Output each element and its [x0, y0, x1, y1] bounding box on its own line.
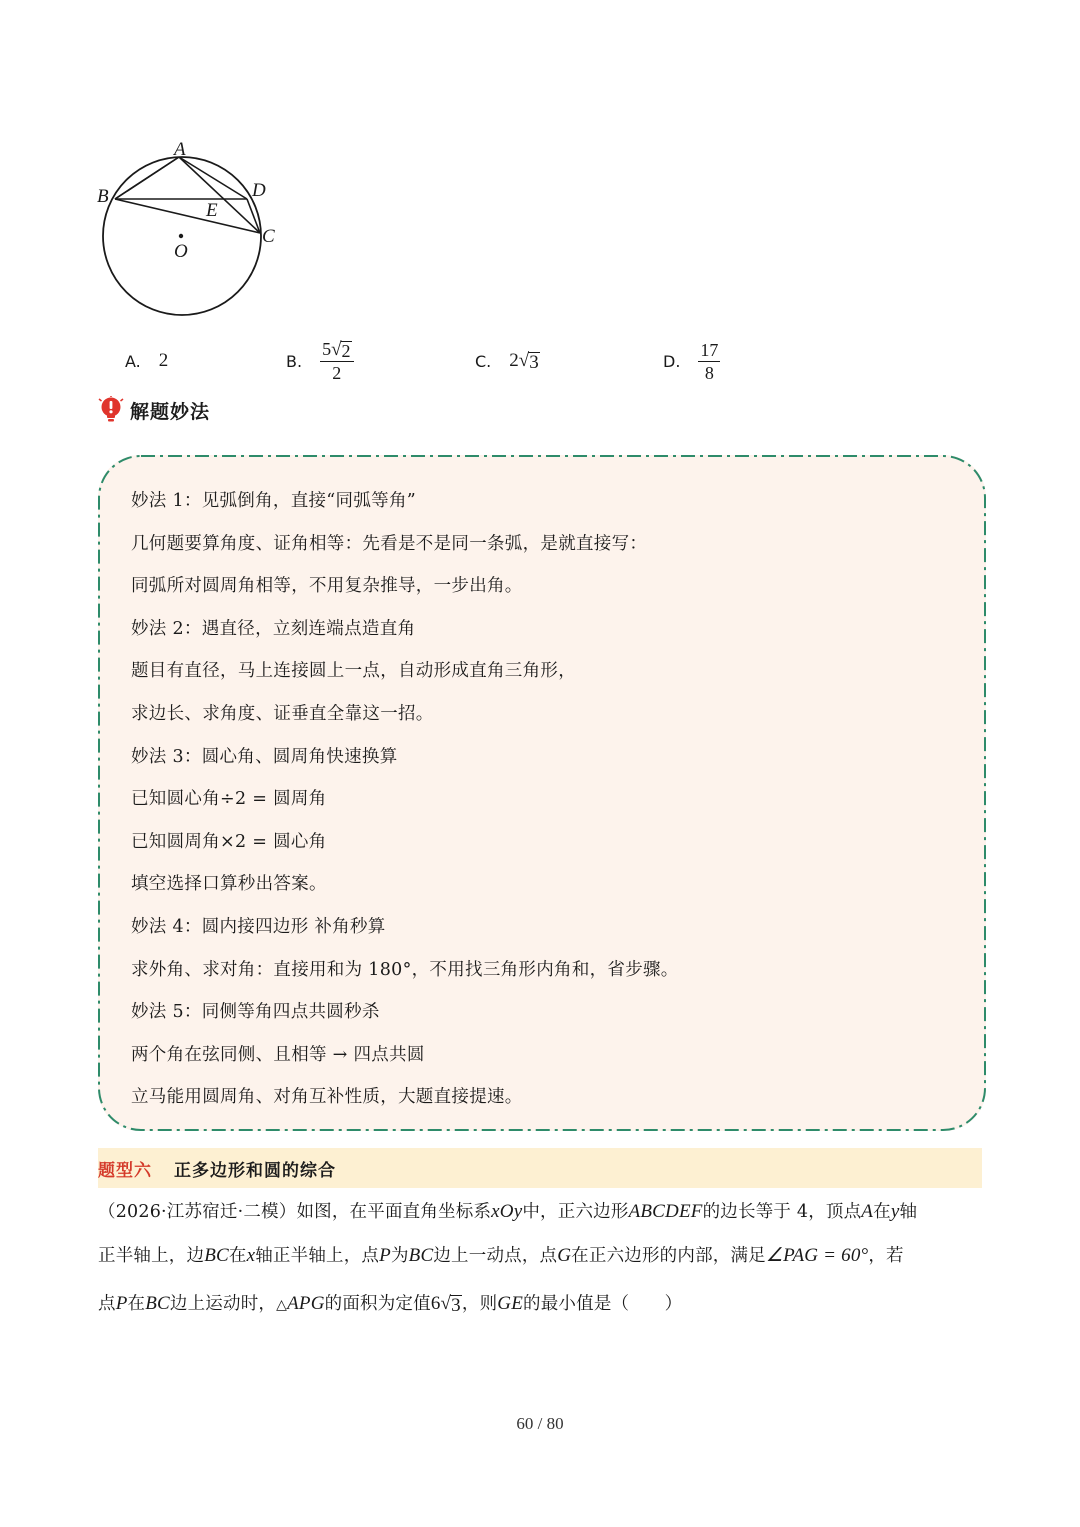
tip-line: 妙法 3：圆心角、圆周角快速换算 — [131, 746, 398, 767]
math-sqrt-3: √ 3 — [440, 1293, 461, 1316]
tips-list — [131, 480, 971, 1119]
section-title: 正多边形和圆的综合 — [174, 1160, 336, 1181]
option-d-fraction — [698, 339, 720, 384]
segment-ab-inner — [115, 157, 179, 199]
center-point-o — [179, 234, 183, 238]
math-a: A — [861, 1201, 874, 1222]
option-b-label: B. — [286, 351, 303, 371]
math-bc: BC — [145, 1293, 170, 1314]
segment-bc — [115, 199, 260, 233]
tip-line: 已知圆周角×2 = 圆心角 — [131, 831, 327, 852]
option-d[interactable] — [663, 336, 720, 386]
tip-line: 几何题要算角度、证角相等：先看是不是同一条弧，是就直接写： — [131, 533, 648, 554]
tip-line: 已知圆心角÷2 = 圆周角 — [131, 789, 327, 810]
question-text: 的边长等于 4，顶点 — [702, 1202, 862, 1222]
question-text: 为 — [390, 1246, 409, 1266]
option-c-radicand: 3 — [529, 352, 539, 373]
question-text: 在 — [228, 1246, 247, 1266]
math-xoy: xOy — [491, 1201, 523, 1222]
lightbulb-exclamation-icon — [98, 396, 124, 424]
option-b-fraction: 5 √ 2 2 — [320, 338, 353, 384]
option-c[interactable]: C. 2 √ 3 — [475, 350, 539, 373]
segment-ac — [179, 157, 260, 233]
question-text: 中，正六边形 — [522, 1202, 629, 1222]
tip-line: 妙法 1：见弧倒角，直接“同弧等角” — [131, 491, 416, 511]
tip-line: 求外角、求对角：直接用和为 180°，不用找三角形内角和，省步骤。 — [131, 959, 679, 980]
option-a[interactable] — [125, 336, 168, 386]
question-line-2 — [98, 1242, 988, 1267]
option-d-num: 17 — [700, 339, 719, 360]
page-number: 60 / 80 — [516, 1414, 564, 1433]
math-x: x — [246, 1245, 256, 1266]
option-c-coef: 2 — [509, 350, 519, 371]
question-text: 正半轴上，边 — [98, 1246, 205, 1266]
math-apg: APG — [287, 1293, 325, 1314]
tip-line: 求边长、求角度、证垂直全靠这一招。 — [131, 703, 434, 724]
option-b-den: 2 — [332, 363, 342, 383]
question-text: ，若 — [868, 1246, 904, 1266]
radicand: 3 — [451, 1295, 461, 1316]
math-hexagon: ABCDEF — [628, 1201, 703, 1222]
math-bc: BC — [204, 1245, 229, 1266]
math-coef-6: 6 — [430, 1293, 441, 1314]
option-a-label: A. — [125, 351, 141, 371]
option-b[interactable] — [286, 336, 354, 386]
math-ge: GE — [497, 1293, 524, 1314]
label-e: E — [206, 200, 218, 221]
circle-geometry-figure — [90, 135, 290, 325]
option-b-num-radicand: 2 — [341, 341, 351, 361]
question-text: 轴 — [899, 1202, 918, 1222]
math-bc: BC — [408, 1245, 434, 1266]
question-text: 在正六边形的内部，满足 — [571, 1246, 766, 1266]
math-g: G — [557, 1245, 572, 1266]
label-a: A — [174, 139, 186, 160]
label-o: O — [174, 241, 188, 262]
question-text: 边上运动时， — [169, 1294, 277, 1314]
question-text: 在 — [127, 1294, 146, 1314]
section-heading-bar — [98, 1148, 982, 1188]
triangle-symbol: △ — [276, 1298, 288, 1313]
math-angle-pag: ∠PAG = 60° — [765, 1245, 869, 1266]
question-text: 的最小值是（ ） — [523, 1294, 683, 1314]
question-text: 边上一动点，点 — [433, 1246, 558, 1266]
tip-line: 同弧所对圆周角相等，不用复杂推导，一步出角。 — [131, 576, 523, 597]
label-c: C — [262, 226, 275, 247]
option-b-num-coef: 5 — [322, 339, 332, 359]
math-p: P — [379, 1245, 391, 1266]
tip-line: 妙法 5：同侧等角四点共圆秒杀 — [131, 1002, 380, 1023]
tips-header — [98, 396, 210, 424]
tips-title: 解题妙法 — [130, 400, 211, 423]
tip-line: 填空选择口算秒出答案。 — [131, 874, 327, 895]
tip-line: 立马能用圆周角、对角互补性质，大题直接提速。 — [131, 1087, 523, 1108]
option-a-value: 2 — [158, 350, 169, 371]
question-text: 点 — [98, 1294, 116, 1314]
question-text: ，则 — [461, 1294, 498, 1314]
label-d: D — [252, 180, 266, 201]
tip-line: 妙法 2：遇直径，立刻连端点造直角 — [131, 618, 416, 639]
section-tag: 题型六 — [98, 1160, 152, 1181]
question-text: 轴正半轴上，点 — [255, 1246, 380, 1266]
option-d-label: D. — [663, 351, 681, 371]
math-p: P — [115, 1293, 128, 1314]
math-y: y — [890, 1201, 900, 1222]
tip-line: 两个角在弦同侧、且相等 → 四点共圆 — [131, 1044, 425, 1065]
option-d-den: 8 — [704, 362, 714, 383]
question-line-3 — [98, 1290, 988, 1315]
question-text: 在 — [873, 1202, 891, 1222]
tip-line: 题目有直径，马上连接圆上一点，自动形成直角三角形， — [131, 661, 576, 682]
question-text: 的面积为定值 — [324, 1294, 431, 1314]
option-c-label: C. — [475, 351, 492, 371]
question-source: （2026·江苏宿迁·二模）如图，在平面直角坐标系 — [98, 1202, 492, 1222]
label-b: B — [97, 186, 109, 207]
tip-line: 妙法 4：圆内接四边形 补角秒算 — [131, 916, 386, 937]
question-line-1 — [98, 1198, 988, 1223]
